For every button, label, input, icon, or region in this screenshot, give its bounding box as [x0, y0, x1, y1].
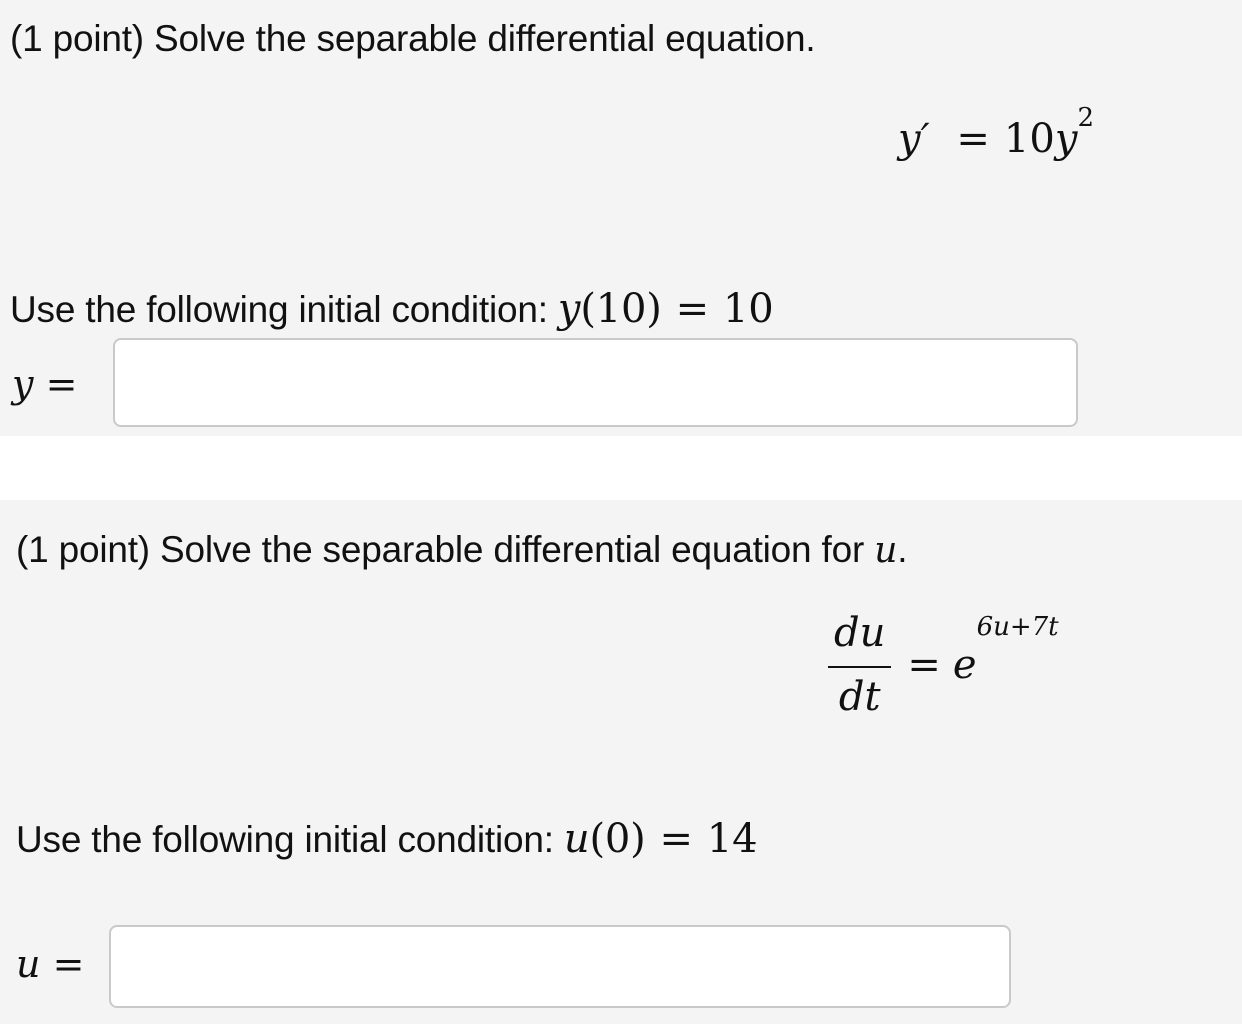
equation-equals: = — [956, 116, 990, 162]
ic2-arg: (0) — [589, 816, 646, 862]
problem-2-panel — [0, 500, 1242, 1024]
problem-1-prompt-text: (1 point) Solve the separable differential equation. — [10, 18, 816, 59]
initial-condition-label: Use the following initial condition: — [10, 289, 548, 330]
ic-equals: = — [675, 286, 709, 332]
ic-func: y — [557, 286, 581, 332]
problem-1-initial-condition — [10, 286, 773, 332]
problem-2-prompt-end: . — [897, 529, 908, 570]
initial-condition-math — [558, 286, 774, 332]
answer-2-input[interactable] — [109, 925, 1011, 1008]
equation-2-base: e — [952, 642, 977, 688]
equation-lhs: y′ — [898, 116, 930, 162]
equation-var: y — [1054, 116, 1078, 162]
equation-coefficient: 10 — [1003, 116, 1055, 162]
ic2-value: 14 — [706, 816, 758, 862]
problem-1-equation — [898, 103, 1094, 162]
ic2-equals: = — [659, 816, 693, 862]
equation-exponent: 2 — [1077, 103, 1094, 133]
answer-1-label-var: y — [12, 362, 34, 406]
problem-2-initial-condition — [16, 816, 757, 862]
problem-1-prompt — [10, 18, 816, 60]
answer-2-label — [16, 942, 84, 986]
ic2-func: u — [563, 816, 590, 862]
problem-2-equation — [828, 610, 1059, 720]
initial-condition-2-label: Use the following initial condition: — [16, 819, 554, 860]
problem-2-prompt — [16, 529, 907, 571]
ic-arg: (10) — [580, 286, 662, 332]
equation-2-equals: = — [907, 642, 941, 688]
ic-value: 10 — [722, 286, 774, 332]
answer-1-label — [12, 362, 77, 406]
problem-1-panel — [0, 0, 1242, 436]
fraction-numerator: du — [828, 610, 891, 668]
answer-1-input[interactable] — [113, 338, 1078, 427]
problem-2-prompt-text: (1 point) Solve the separable differential equation for — [16, 529, 865, 570]
problem-2-prompt-var: u — [874, 530, 898, 571]
equation-2-exponent: 6u+7t — [976, 612, 1059, 642]
fraction-denominator: dt — [838, 674, 881, 720]
derivative-fraction — [828, 610, 891, 720]
initial-condition-2-math — [564, 816, 757, 862]
answer-2-label-eq: = — [52, 942, 85, 986]
answer-1-label-eq: = — [45, 362, 78, 406]
answer-2-label-var: u — [16, 942, 41, 986]
